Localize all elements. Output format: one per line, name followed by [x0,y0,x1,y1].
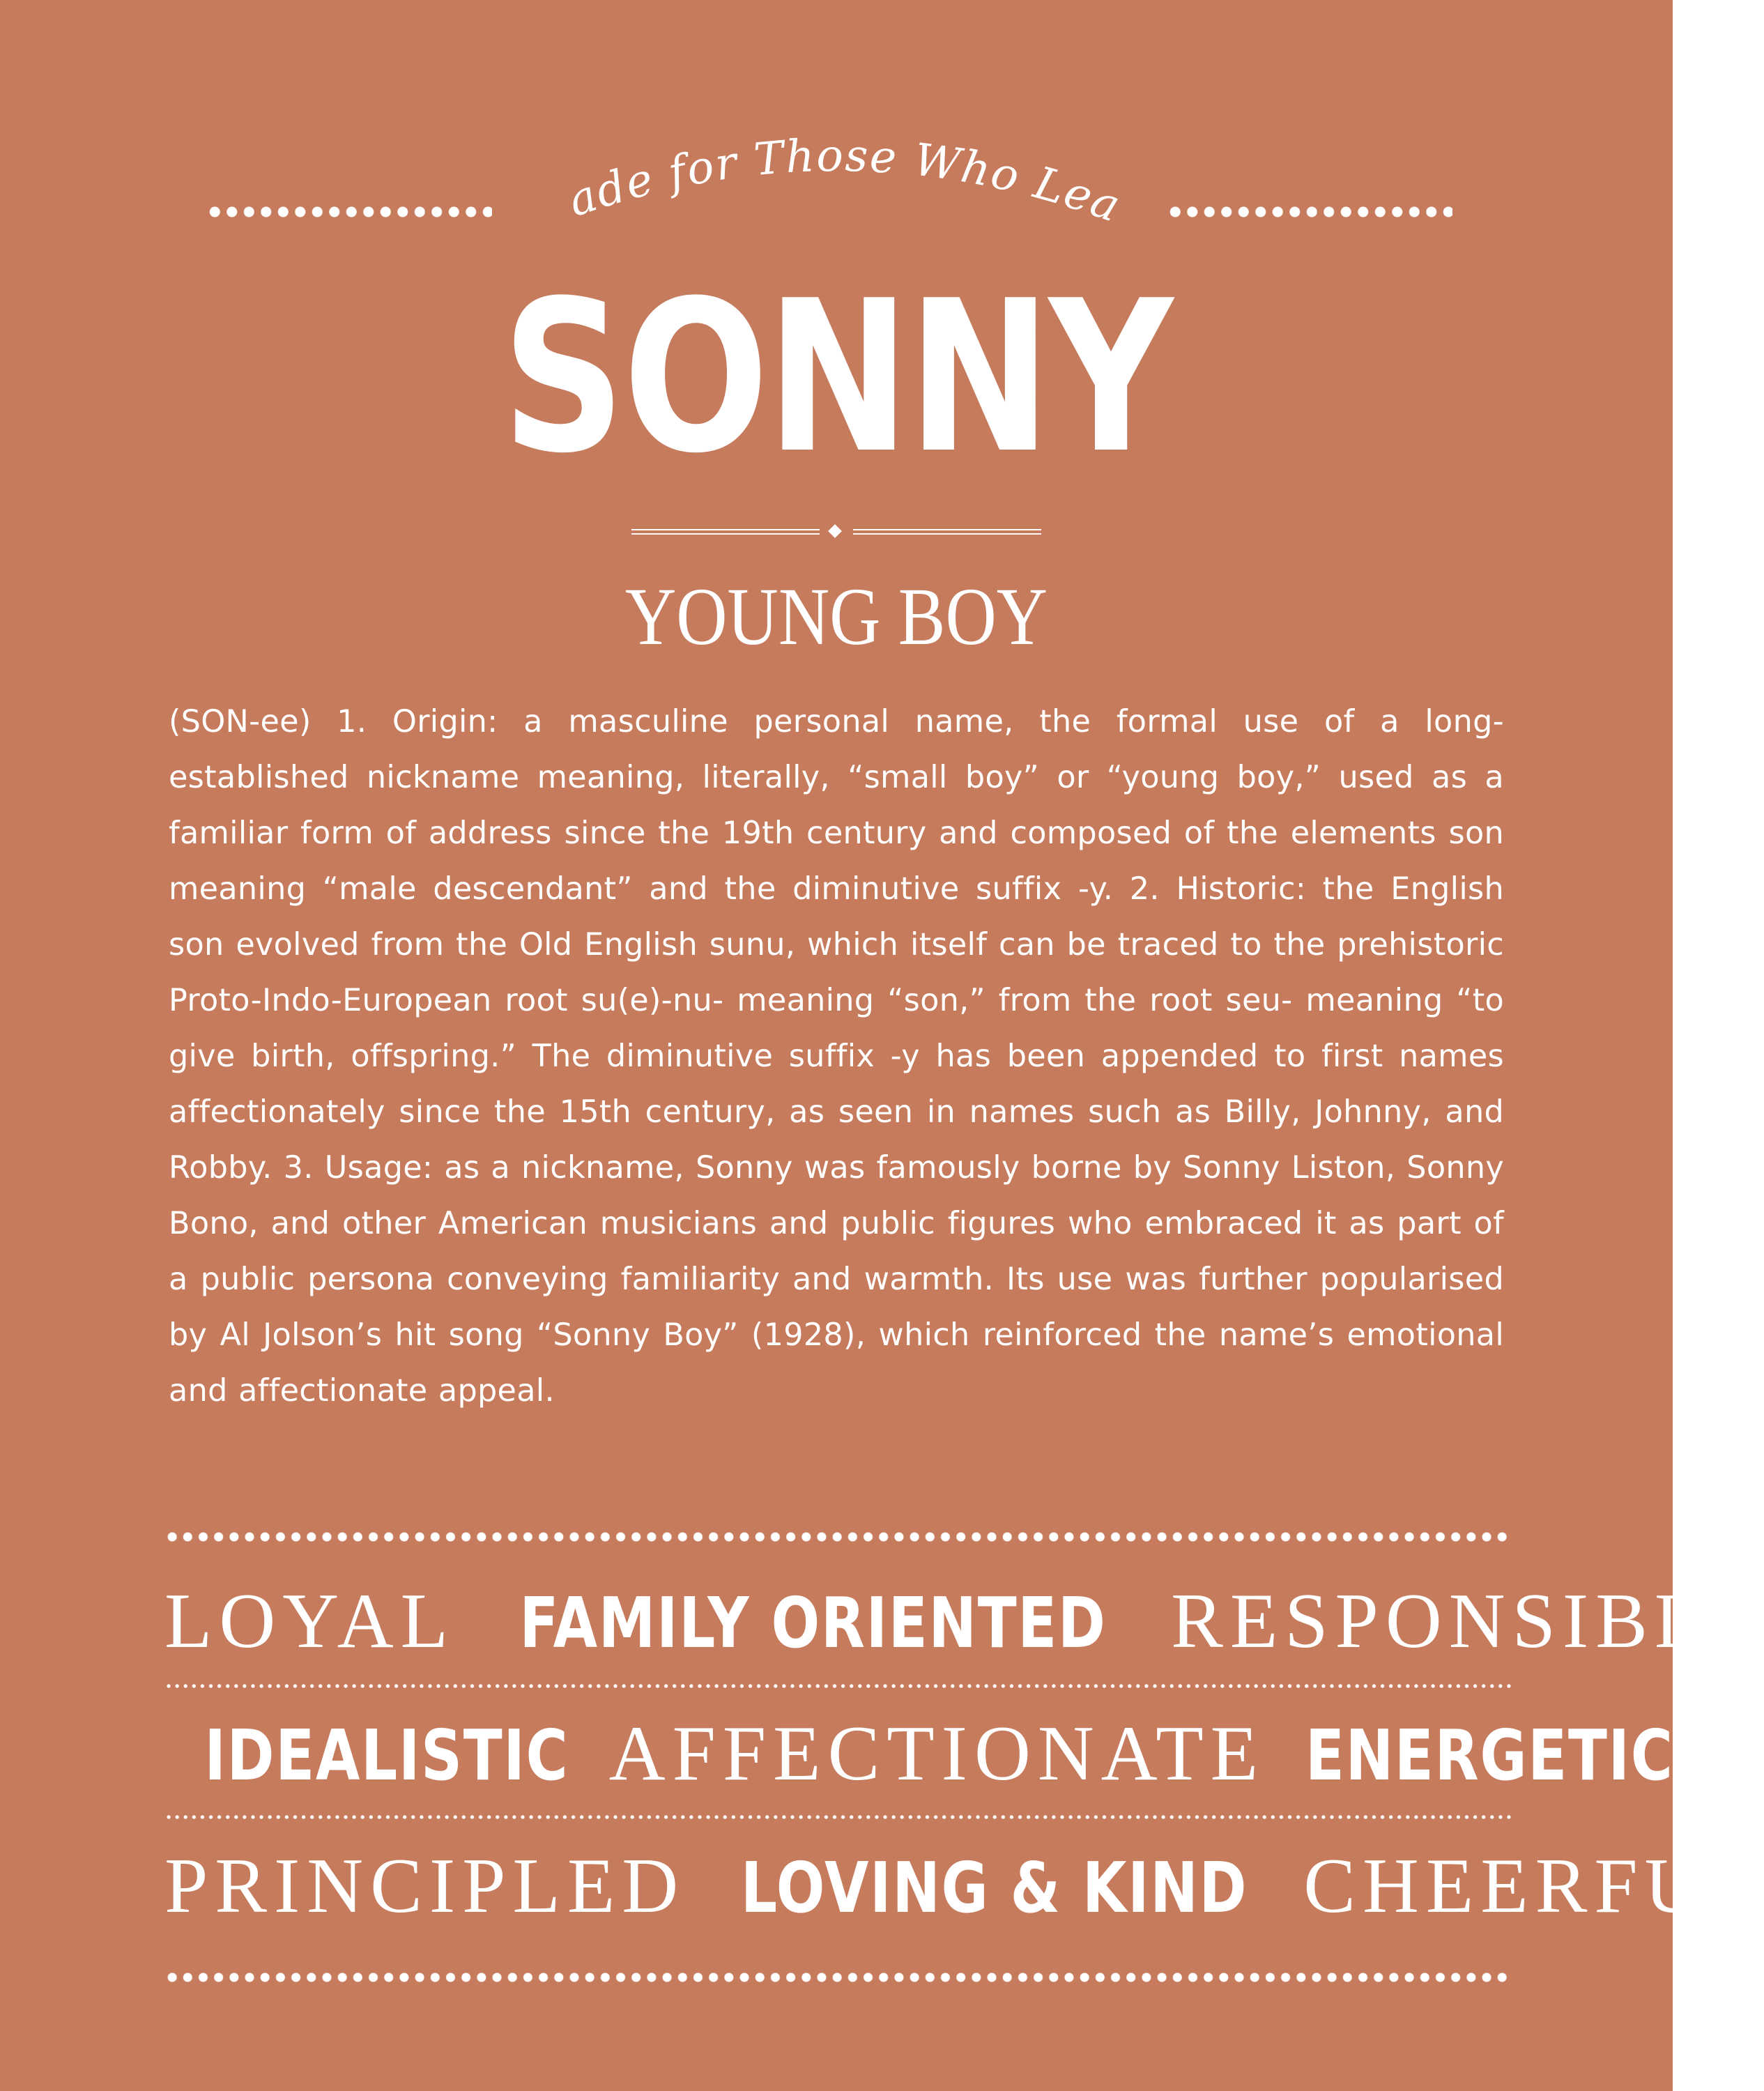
divider-line-left [631,529,820,535]
trait: ENERGETIC [1305,1715,1674,1796]
diamond-icon [828,524,842,538]
dotted-rule-small-1 [164,1683,1511,1689]
name-title: SONNY [502,256,1171,499]
trait: PRINCIPLED [164,1843,686,1929]
dotted-rule-bottom [164,1971,1511,1984]
trait: LOYAL [164,1578,456,1664]
trait: FAMILY ORIENTED [519,1582,1107,1664]
dotted-rule-small-2 [164,1814,1511,1820]
divider-line-right [853,529,1041,535]
traits-row-3 [164,1843,1763,1929]
divider-ornament [631,523,1041,544]
dotted-rule-top [164,1531,1511,1543]
trait: IDEALISTIC [204,1715,569,1796]
name-meaning: YOUNG BOY [624,571,1048,662]
traits-row-2 [164,1710,1674,1797]
trait: LOVING & KIND [741,1847,1248,1929]
trait: CHEERFUL [1303,1843,1763,1929]
tagline-text: Made for Those Who Lead [506,64,1128,233]
traits-row-1 [164,1578,1764,1664]
definition-text: (SON-ee) 1. Origin: a masculine personal name, the formal use of a long-established nickname meaning, literally, “small boy” or “young boy,” used as a familiar form of address since the 19th century and composed of the elements son meaning “male descendant” and the diminutive suffix -y. 2. Historic: the English son evolved from the Old English sunu, which itself can be traced to the prehistoric Proto-Indo-European root su(e)-nu- meaning “son,” from the root seu- meaning “to give birth, offspring.” The diminutive suffix -y has been appended to first names affectionately since the 15th century, as seen in names such as Billy, Johnny, and Robby. 3. Usage: as a nickname, Sonny was famously borne by Sonny Liston, Sonny Bono, and other American musicians and public figures who embraced it as part of a public persona conveying familiarity and warmth. Its use was further popularised by Al Jolson’s hit song “Sonny Boy” (1928), which reinforced the name’s emotional and affectionate appeal. [169,704,1504,1409]
tagline-dots-left [206,205,492,219]
tagline-dots-right [1167,205,1452,219]
tagline [506,64,1143,251]
trait: RESPONSIBLE [1171,1578,1764,1664]
trait: AFFECTIONATE [608,1710,1266,1797]
